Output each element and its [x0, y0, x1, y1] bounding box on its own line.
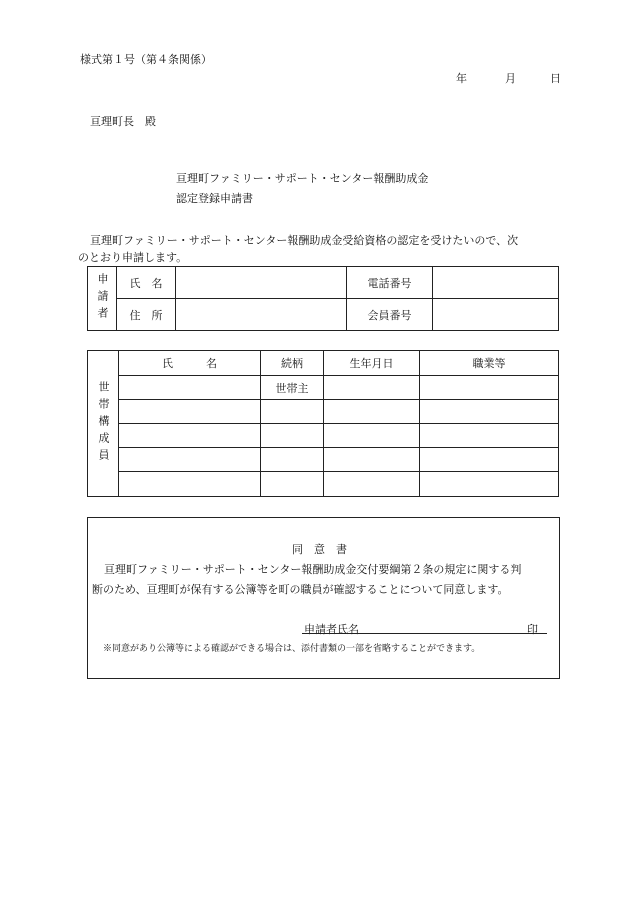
member-relationship-field[interactable] — [261, 400, 324, 424]
phone-field[interactable] — [433, 267, 559, 299]
signature-label: 申請者氏名 — [304, 623, 359, 636]
household-table — [87, 350, 559, 497]
household-row — [88, 376, 559, 400]
address-label: 住 所 — [129, 308, 163, 322]
member-birthdate-field[interactable] — [324, 448, 420, 472]
household-label: 世帯構成員 — [97, 381, 110, 466]
member-birthdate-field[interactable] — [324, 400, 420, 424]
member-relationship-field[interactable]: 世帯主 — [261, 376, 324, 400]
header-occupation: 職業等 — [420, 351, 559, 376]
member-occupation-field[interactable] — [420, 376, 559, 400]
household-row — [88, 448, 559, 472]
member-occupation-field[interactable] — [420, 448, 559, 472]
seal-mark: 印 — [527, 623, 538, 636]
member-name-field[interactable] — [119, 448, 261, 472]
address-label-cell — [117, 299, 176, 331]
member-relationship-field[interactable] — [261, 424, 324, 448]
member-number-field[interactable] — [433, 299, 559, 331]
member-name-field[interactable] — [119, 424, 261, 448]
member-label-cell — [347, 299, 433, 331]
signature-line[interactable] — [302, 633, 547, 634]
consent-note: ※同意があり公簿等による確認ができる場合は、添付書類の一部を省略することができます。 — [103, 644, 481, 654]
header-birthdate: 生年月日 — [324, 351, 420, 376]
applicant-label-cell — [88, 267, 117, 331]
phone-label: 電話番号 — [367, 276, 412, 290]
header-name: 氏 名 — [119, 351, 261, 376]
member-name-field[interactable] — [119, 400, 261, 424]
household-label-cell — [88, 351, 119, 497]
form-number: 様式第１号（第４条関係） — [80, 53, 212, 66]
address-field[interactable] — [176, 299, 347, 331]
phone-label-cell — [347, 267, 433, 299]
date-month-label: 月 — [505, 72, 516, 85]
name-field[interactable] — [176, 267, 347, 299]
addressee: 亘理町長 殿 — [90, 115, 156, 128]
date-year-label: 年 — [456, 72, 467, 85]
member-name-field[interactable] — [119, 472, 261, 497]
member-birthdate-field[interactable] — [324, 472, 420, 497]
member-label: 会員番号 — [367, 308, 412, 322]
document-title-line2: 認定登録申請書 — [176, 192, 253, 205]
member-relationship-field[interactable] — [261, 472, 324, 497]
member-name-field[interactable] — [119, 376, 261, 400]
member-relationship-field[interactable] — [261, 448, 324, 472]
household-row — [88, 400, 559, 424]
name-label: 氏 名 — [129, 276, 163, 290]
intro-line1: 亘理町ファミリー・サポート・センター報酬助成金受給資格の認定を受けたいので、次 — [90, 234, 519, 247]
intro-line2: のとおり申請します。 — [78, 251, 188, 264]
name-label-cell — [117, 267, 176, 299]
member-birthdate-field[interactable] — [324, 376, 420, 400]
member-occupation-field[interactable] — [420, 400, 559, 424]
member-occupation-field[interactable] — [420, 472, 559, 497]
member-occupation-field[interactable] — [420, 424, 559, 448]
member-birthdate-field[interactable] — [324, 424, 420, 448]
consent-body-line2: 断のため、亘理町が保有する公簿等を町の職員が確認することについて同意します。 — [92, 583, 509, 596]
document-title-line1: 亘理町ファミリー・サポート・センター報酬助成金 — [176, 172, 429, 185]
applicant-label: 申請者 — [96, 273, 109, 324]
household-row — [88, 472, 559, 497]
date-day-label: 日 — [550, 72, 561, 85]
header-relationship: 続柄 — [261, 351, 324, 376]
consent-title: 同 意 書 — [292, 543, 347, 556]
household-row — [88, 424, 559, 448]
applicant-table — [87, 266, 559, 331]
consent-body-line1: 亘理町ファミリー・サポート・センター報酬助成金交付要綱第２条の規定に関する判 — [104, 563, 522, 576]
